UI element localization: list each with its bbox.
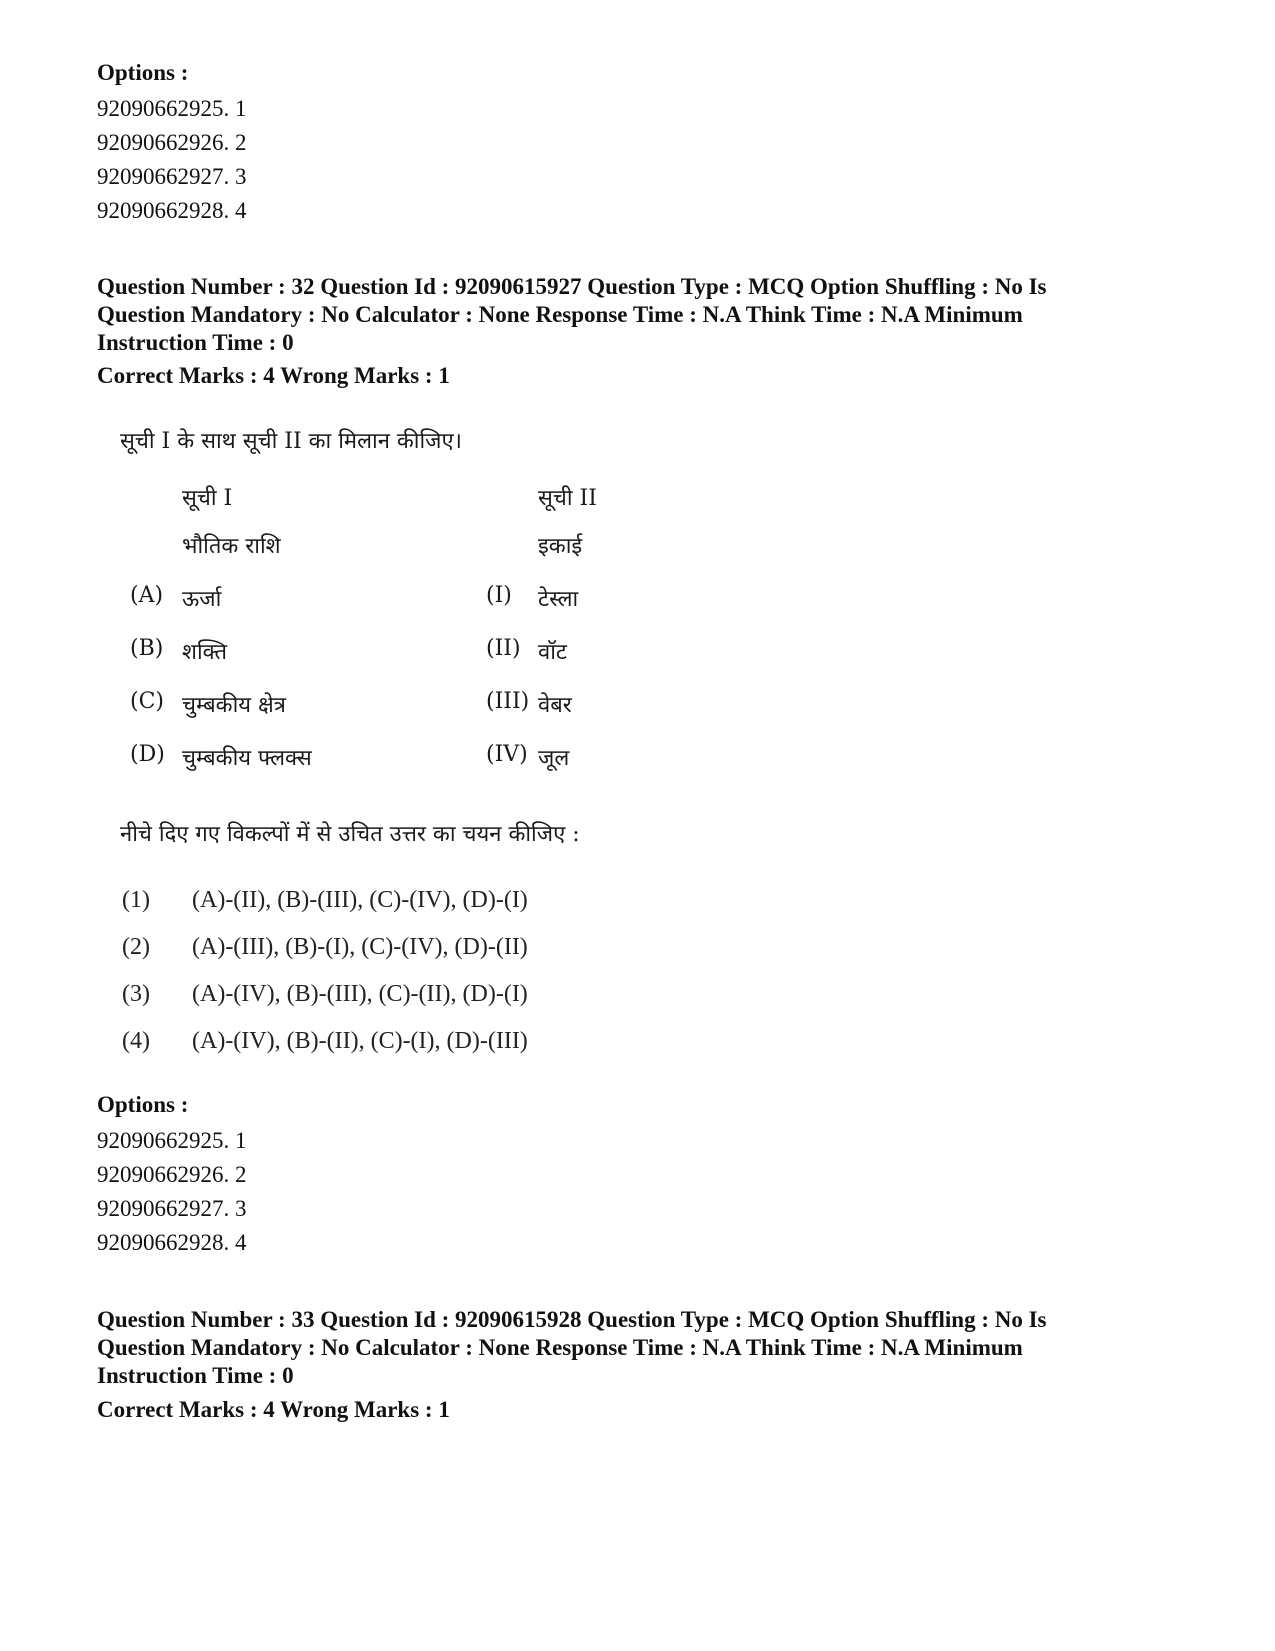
match-item-right: वेबर	[538, 693, 572, 718]
option-item: 92090662927. 3	[97, 1196, 247, 1221]
match-label-right: (I)	[486, 583, 512, 608]
match-item-left: ऊर्जा	[182, 587, 222, 612]
option-item: 92090662926. 2	[97, 1162, 247, 1187]
question-instruction: नीचे दिए गए विकल्पों में से उचित उत्तर का चयन कीजिए :	[120, 822, 580, 847]
question-33-meta	[97, 1306, 1197, 1390]
choice-number: (4)	[122, 1028, 150, 1054]
question-prompt: सूची I के साथ सूची II का मिलान कीजिए।	[120, 429, 463, 454]
match-item-left: चुम्बकीय क्षेत्र	[182, 693, 286, 718]
meta-line: Question Mandatory : No Calculator : None Response Time : N.A Think Time : N.A Minimum	[97, 1335, 1023, 1360]
meta-line: Instruction Time : 0	[97, 1363, 294, 1388]
options-list	[97, 1124, 247, 1260]
meta-line: Instruction Time : 0	[97, 330, 294, 355]
option-item: 92090662925. 1	[97, 96, 247, 121]
match-item-right: टेस्ला	[538, 587, 579, 612]
match-label-right: (IV)	[486, 742, 528, 767]
question-32-marks: Correct Marks : 4 Wrong Marks : 1	[97, 363, 450, 388]
match-label-left: (B)	[130, 636, 164, 661]
choice-number: (3)	[122, 981, 150, 1007]
choice-number: (1)	[122, 887, 150, 913]
match-label-left: (A)	[130, 583, 164, 608]
meta-line: Question Number : 33 Question Id : 92090615928 Question Type : MCQ Option Shuffling : No Is	[97, 1307, 1047, 1332]
meta-line: Question Mandatory : No Calculator : None Response Time : N.A Think Time : N.A Minimum	[97, 302, 1023, 327]
match-label-right: (II)	[486, 636, 521, 661]
match-label-right: (III)	[486, 689, 530, 714]
list1-subtitle: भौतिक राशि	[182, 534, 281, 559]
match-item-left: शक्ति	[182, 640, 227, 665]
list1-title: सूची I	[182, 486, 233, 511]
match-item-right: वॉट	[538, 640, 568, 665]
match-label-left: (C)	[130, 689, 164, 714]
option-item: 92090662925. 1	[97, 1128, 247, 1153]
list2-subtitle: इकाई	[538, 534, 583, 559]
choice-text: (A)-(IV), (B)-(III), (C)-(II), (D)-(I)	[192, 981, 528, 1007]
option-item: 92090662927. 3	[97, 164, 247, 189]
choice-text: (A)-(IV), (B)-(II), (C)-(I), (D)-(III)	[192, 1028, 528, 1054]
question-33-marks: Correct Marks : 4 Wrong Marks : 1	[97, 1397, 450, 1422]
meta-line: Question Number : 32 Question Id : 92090615927 Question Type : MCQ Option Shuffling : No Is	[97, 274, 1047, 299]
choice-text: (A)-(III), (B)-(I), (C)-(IV), (D)-(II)	[192, 934, 528, 960]
option-item: 92090662928. 4	[97, 1230, 247, 1255]
choice-text: (A)-(II), (B)-(III), (C)-(IV), (D)-(I)	[192, 887, 528, 913]
option-item: 92090662926. 2	[97, 130, 247, 155]
match-label-left: (D)	[130, 742, 165, 767]
match-item-right: जूल	[538, 746, 570, 771]
option-item: 92090662928. 4	[97, 198, 247, 223]
options-heading: Options :	[97, 1092, 189, 1117]
options-heading-top: Options :	[97, 60, 189, 85]
choice-number: (2)	[122, 934, 150, 960]
list2-title: सूची II	[538, 486, 597, 511]
match-item-left: चुम्बकीय फ्लक्स	[182, 746, 312, 771]
